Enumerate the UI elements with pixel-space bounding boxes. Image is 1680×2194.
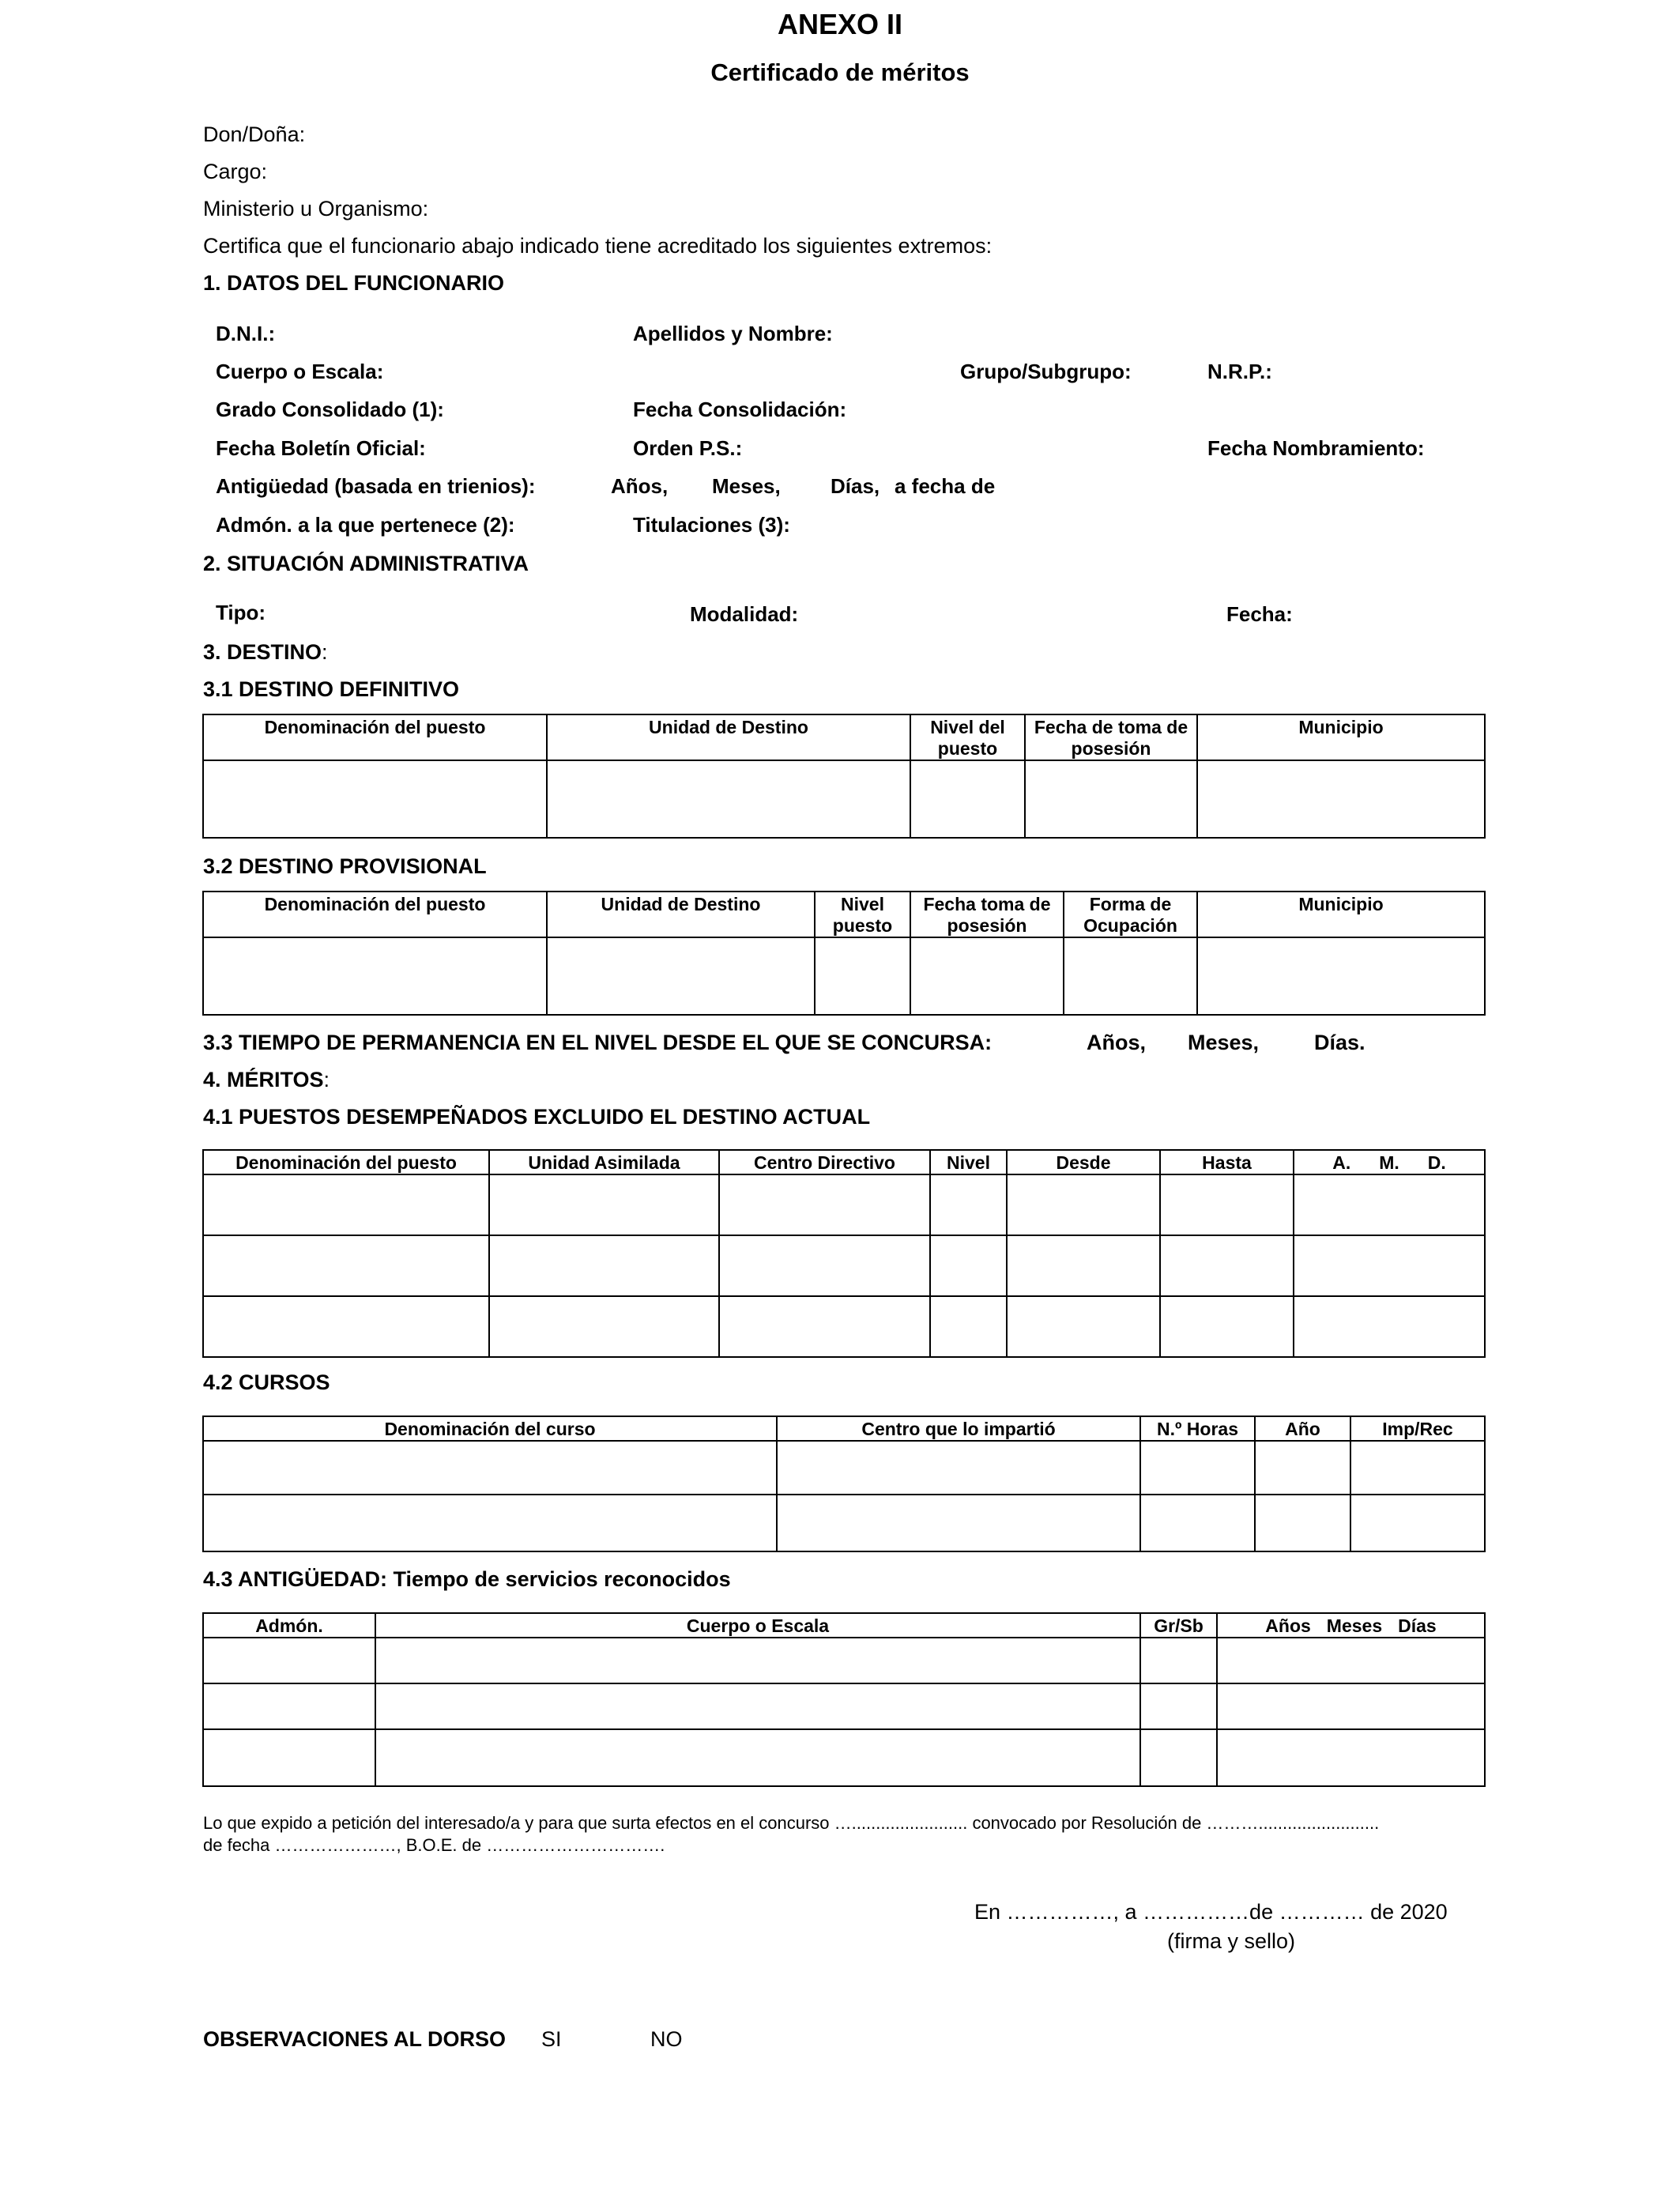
nrp-label: N.R.P.:	[1207, 360, 1272, 383]
table-header: N.º Horas	[1140, 1416, 1255, 1441]
table-cell[interactable]	[1350, 1441, 1485, 1495]
amd-m: M.	[1379, 1152, 1399, 1173]
table-cell[interactable]	[1350, 1495, 1485, 1551]
table-cell[interactable]	[1140, 1729, 1217, 1786]
table-header: Admón.	[203, 1613, 375, 1638]
table-header: Denominación del puesto	[203, 892, 547, 937]
table-header: Denominación del puesto	[203, 714, 547, 760]
footer-text-line-1: Lo que expido a petición del interesado/a y para que surta efectos en el concurso …........................ convocado por Resolución de ……….........................	[203, 1813, 1380, 1833]
table-cell[interactable]	[375, 1638, 1140, 1683]
table-cell[interactable]	[1217, 1683, 1485, 1729]
section-3-3-title: 3.3 TIEMPO DE PERMANENCIA EN EL NIVEL DESDE EL QUE SE CONCURSA:	[203, 1031, 993, 1054]
permanencia-anos: Años,	[1087, 1031, 1147, 1054]
place-date-line: En ……………, a ……………de ………… de 2020	[974, 1900, 1448, 1924]
table-row	[203, 1235, 1485, 1296]
table-cell[interactable]	[1025, 760, 1197, 838]
table-row	[203, 1683, 1485, 1729]
table-cell[interactable]	[375, 1729, 1140, 1786]
section-4-colon: :	[323, 1068, 330, 1091]
table-cell[interactable]	[1197, 760, 1485, 838]
table-cell[interactable]	[203, 1729, 375, 1786]
table-header-amd	[1217, 1613, 1485, 1638]
table-cell[interactable]	[203, 1296, 489, 1357]
amd-meses: Meses	[1326, 1615, 1383, 1636]
section-4-1-title: 4.1 PUESTOS DESEMPEÑADOS EXCLUIDO EL DESTINO ACTUAL	[203, 1105, 871, 1129]
fecha-nombramiento-label: Fecha Nombramiento:	[1207, 436, 1425, 460]
table-cell[interactable]	[547, 937, 815, 1015]
table-cell[interactable]	[777, 1441, 1140, 1495]
table-cell[interactable]	[203, 760, 547, 838]
permanencia-dias: Días.	[1314, 1031, 1365, 1054]
section-2-title: 2. SITUACIÓN ADMINISTRATIVA	[203, 552, 529, 575]
table-cell[interactable]	[489, 1296, 719, 1357]
modalidad-label: Modalidad:	[690, 602, 799, 626]
table-row	[203, 1495, 1485, 1551]
table-cell[interactable]	[910, 937, 1064, 1015]
table-header: Unidad Asimilada	[489, 1150, 719, 1174]
table-header: Fecha de toma de posesión	[1025, 714, 1197, 760]
permanencia-meses: Meses,	[1188, 1031, 1260, 1054]
table-cell[interactable]	[489, 1174, 719, 1235]
table-cell[interactable]	[910, 760, 1025, 838]
table-row	[203, 1296, 1485, 1357]
antiguedad-fecha: a fecha de	[895, 474, 996, 498]
table-header: Nivel puesto	[815, 892, 910, 937]
table-header: Denominación del puesto	[203, 1150, 489, 1174]
table-row	[203, 760, 1485, 838]
fecha-boletin-label: Fecha Boletín Oficial:	[216, 436, 426, 460]
page-subtitle: Certificado de méritos	[710, 58, 970, 86]
table-cell[interactable]	[930, 1235, 1007, 1296]
dni-label: D.N.I.:	[216, 322, 276, 345]
section-4-title	[203, 1068, 330, 1092]
fecha-consolidacion-label: Fecha Consolidación:	[633, 398, 847, 421]
table-cell[interactable]	[1140, 1441, 1255, 1495]
table-destino-provisional	[202, 891, 1486, 1016]
certifica-text: Certifica que el funcionario abajo indicado tiene acreditado los siguientes extremos:	[203, 234, 993, 258]
cuerpo-label: Cuerpo o Escala:	[216, 360, 384, 383]
fecha-label: Fecha:	[1226, 602, 1293, 626]
observaciones-si[interactable]: SI	[541, 2027, 562, 2051]
table-cursos	[202, 1416, 1486, 1552]
table-cell[interactable]	[1064, 937, 1197, 1015]
table-row	[203, 1174, 1485, 1235]
section-3-title	[203, 640, 328, 665]
table-cell[interactable]	[1160, 1235, 1294, 1296]
table-cell[interactable]	[203, 937, 547, 1015]
table-header: Cuerpo o Escala	[375, 1613, 1140, 1638]
section-3-2-title: 3.2 DESTINO PROVISIONAL	[203, 854, 487, 878]
table-cell[interactable]	[1217, 1638, 1485, 1683]
table-cell[interactable]	[203, 1235, 489, 1296]
table-cell[interactable]	[1007, 1235, 1160, 1296]
table-row	[203, 937, 1485, 1015]
table-cell[interactable]	[1197, 937, 1485, 1015]
admon-label: Admón. a la que pertenece (2):	[216, 513, 515, 537]
table-cell[interactable]	[1217, 1729, 1485, 1786]
orden-ps-label: Orden P.S.:	[633, 436, 743, 460]
amd-a: A.	[1332, 1152, 1351, 1173]
table-row	[203, 1638, 1485, 1683]
table-cell[interactable]	[489, 1235, 719, 1296]
table-cell[interactable]	[815, 937, 910, 1015]
table-cell[interactable]	[1294, 1174, 1485, 1235]
table-cell[interactable]	[1255, 1441, 1350, 1495]
table-header: Denominación del curso	[203, 1416, 777, 1441]
titulaciones-label: Titulaciones (3):	[633, 513, 790, 537]
table-header-amd	[1294, 1150, 1485, 1174]
antiguedad-label: Antigüedad (basada en trienios):	[216, 474, 536, 498]
table-header: Imp/Rec	[1350, 1416, 1485, 1441]
amd-dias: Días	[1398, 1615, 1437, 1636]
apellidos-label: Apellidos y Nombre:	[633, 322, 833, 345]
table-cell[interactable]	[1140, 1638, 1217, 1683]
table-header: Fecha toma de posesión	[910, 892, 1064, 937]
table-cell[interactable]	[719, 1174, 930, 1235]
table-cell[interactable]	[930, 1296, 1007, 1357]
section-4-title-text: 4. MÉRITOS	[203, 1068, 324, 1091]
table-cell[interactable]	[375, 1683, 1140, 1729]
observaciones-label: OBSERVACIONES AL DORSO	[203, 2027, 507, 2051]
table-header: Unidad de Destino	[547, 714, 910, 760]
footer-text-line-2: de fecha …………………, B.O.E. de ………………………….	[203, 1835, 665, 1855]
table-destino-definitivo	[202, 714, 1486, 839]
section-4-3-title	[203, 1567, 731, 1592]
tipo-label: Tipo:	[216, 601, 266, 624]
table-cell[interactable]	[1160, 1174, 1294, 1235]
table-header: Centro Directivo	[719, 1150, 930, 1174]
table-cell[interactable]	[203, 1638, 375, 1683]
antiguedad-anos: Años,	[611, 474, 669, 498]
section-3-1-title: 3.1 DESTINO DEFINITIVO	[203, 677, 460, 701]
amd-d: D.	[1427, 1152, 1446, 1173]
amd-anos: Años	[1265, 1615, 1311, 1636]
table-header: Centro que lo impartió	[777, 1416, 1140, 1441]
table-antiguedad	[202, 1612, 1486, 1787]
grupo-label: Grupo/Subgrupo:	[960, 360, 1132, 383]
table-cell[interactable]	[1160, 1296, 1294, 1357]
observaciones-no[interactable]: NO	[650, 2027, 683, 2051]
table-cell[interactable]	[719, 1296, 930, 1357]
table-header: Desde	[1007, 1150, 1160, 1174]
table-cell[interactable]	[1294, 1296, 1485, 1357]
table-cell[interactable]	[719, 1235, 930, 1296]
table-header: Año	[1255, 1416, 1350, 1441]
table-header: Nivel del puesto	[910, 714, 1025, 760]
table-row	[203, 1441, 1485, 1495]
table-header: Unidad de Destino	[547, 892, 815, 937]
firma-sello-label: (firma y sello)	[1167, 1929, 1296, 1953]
table-cell[interactable]	[1294, 1235, 1485, 1296]
table-cell[interactable]	[203, 1495, 777, 1551]
table-header: Municipio	[1197, 892, 1485, 937]
table-cell[interactable]	[1140, 1495, 1255, 1551]
table-row	[203, 1729, 1485, 1786]
section-3-colon: :	[322, 640, 328, 664]
section-4-2-title: 4.2 CURSOS	[203, 1370, 330, 1394]
table-cell[interactable]	[1255, 1495, 1350, 1551]
cargo-label: Cargo:	[203, 160, 268, 183]
antiguedad-dias: Días,	[831, 474, 880, 498]
table-header: Gr/Sb	[1140, 1613, 1217, 1638]
table-cell[interactable]	[547, 760, 910, 838]
section-4-3-title-a: 4.3 ANTIGÜEDAD:	[203, 1567, 388, 1591]
table-header: Municipio	[1197, 714, 1485, 760]
table-cell[interactable]	[777, 1495, 1140, 1551]
page-title: ANEXO II	[777, 8, 903, 40]
table-header: Nivel	[930, 1150, 1007, 1174]
section-1-title: 1. DATOS DEL FUNCIONARIO	[203, 271, 505, 295]
table-cell[interactable]	[930, 1174, 1007, 1235]
table-cell[interactable]	[203, 1174, 489, 1235]
table-cell[interactable]	[203, 1683, 375, 1729]
table-cell[interactable]	[1007, 1296, 1160, 1357]
grado-label: Grado Consolidado (1):	[216, 398, 444, 421]
table-header: Hasta	[1160, 1150, 1294, 1174]
table-header: Forma de Ocupación	[1064, 892, 1197, 937]
antiguedad-meses: Meses,	[712, 474, 781, 498]
table-cell[interactable]	[1007, 1174, 1160, 1235]
don-label: Don/Doña:	[203, 123, 306, 146]
table-puestos-desempenados	[202, 1149, 1486, 1358]
table-cell[interactable]	[203, 1441, 777, 1495]
table-cell[interactable]	[1140, 1683, 1217, 1729]
section-3-title-text: 3. DESTINO	[203, 640, 322, 664]
section-4-3-title-b: Tiempo de servicios reconocidos	[387, 1567, 731, 1591]
ministerio-label: Ministerio u Organismo:	[203, 197, 429, 221]
